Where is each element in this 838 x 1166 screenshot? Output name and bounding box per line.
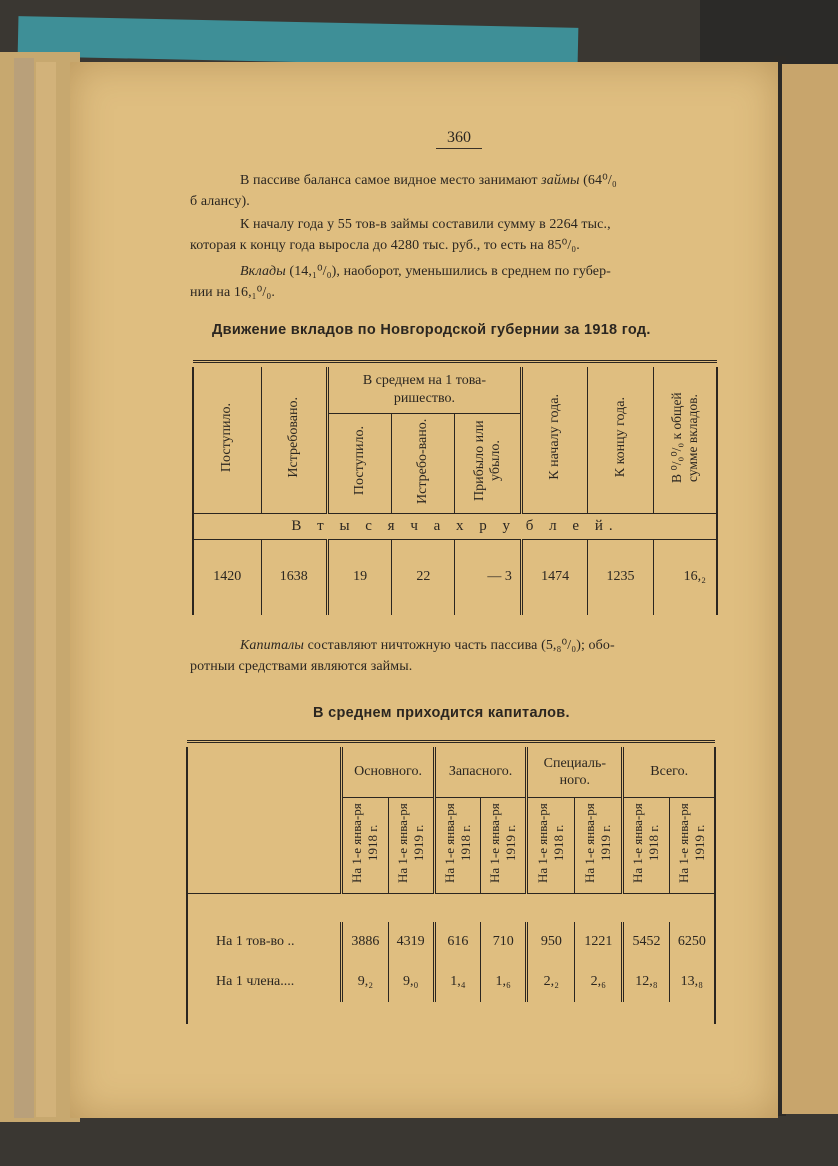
table-cell: 3886: [342, 922, 388, 962]
emphasis-text: Капиталы: [240, 638, 304, 653]
table-cell: 710: [481, 922, 527, 962]
table-cell: 1235: [588, 539, 653, 615]
table-cell: 9,₀: [388, 962, 434, 1002]
header-group-cell: В среднем на 1 това-ришество.: [327, 367, 521, 413]
units-row: В т ы с я ч а х р у б л е й.: [193, 513, 717, 539]
capital-table: [186, 740, 716, 1024]
table1-title: Движение вкладов по Новгородской губернии за 1918 год.: [212, 322, 651, 338]
header-label: Прибыло или убыло.: [471, 420, 503, 501]
header-label: На 1-е янва-ря 1919 г.: [487, 803, 519, 883]
header-cell: [527, 797, 575, 893]
paragraph-line: которая к концу года выросла до 4280 тыс. руб., то есть на 85⁰/₀.: [190, 238, 580, 253]
header-cell: [187, 747, 342, 893]
table-cell: 13,₈: [669, 962, 715, 1002]
header-label: На 1-е янва-ря 1919 г.: [394, 803, 426, 883]
header-cell: [434, 797, 480, 893]
table-cell: 6250: [669, 922, 715, 962]
table-cell: 1474: [521, 539, 587, 615]
header-group-cell: Специаль-ного.: [527, 747, 623, 797]
header-label: В ⁰/₀⁰/₀ к общей сумме вкладов.: [668, 392, 700, 484]
header-cell: [388, 797, 434, 893]
header-label: На 1-е янва-ря 1919 г.: [582, 803, 614, 883]
header-label: К началу года.: [547, 394, 563, 481]
header-label: На 1-е янва-ря 1918 г.: [441, 803, 473, 883]
header-cell: [327, 413, 391, 513]
text: (64⁰/₀: [579, 173, 617, 188]
header-cell: [481, 797, 527, 893]
header-cell: [261, 367, 327, 513]
table-cell: 12,₈: [623, 962, 669, 1002]
paragraph-line: [240, 170, 617, 191]
header-cell: [623, 797, 669, 893]
deposits-table: [192, 360, 718, 615]
row-label: На 1 члена....: [187, 962, 342, 1002]
paragraph-line: К началу года у 55 тов-в займы составили сумму в 2264 тыс.,: [240, 217, 611, 232]
table-cell: 616: [434, 922, 480, 962]
header-group-cell: Всего.: [623, 747, 715, 797]
table-cell: 19: [327, 539, 391, 615]
header-cell: [521, 367, 587, 513]
text: В пассиве баланса самое видное место занимают: [240, 173, 542, 188]
header-label: На 1-е янва-ря 1918 г.: [535, 803, 567, 883]
table-cell: 1,₄: [434, 962, 480, 1002]
text: (14,₁⁰/₀), наоборот, уменьшились в среднем по губер-: [285, 264, 611, 279]
header-label: Истребовано.: [285, 396, 301, 478]
table-cell: 2,₂: [527, 962, 575, 1002]
table-cell: 16,₂: [653, 539, 717, 615]
header-cell: [588, 367, 653, 513]
table-cell: 1420: [193, 539, 261, 615]
header-label: К концу года.: [612, 397, 628, 478]
emphasis-text: займы: [541, 173, 580, 188]
header-cell: [653, 367, 717, 513]
header-cell: [193, 367, 261, 513]
table-cell: — 3: [455, 539, 521, 615]
row-label: На 1 тов-во ..: [187, 922, 342, 962]
table-cell: 4319: [388, 922, 434, 962]
header-group-cell: Запасного.: [434, 747, 527, 797]
header-cell: [455, 413, 521, 513]
header-label: На 1-е янва-ря 1919 г.: [675, 803, 707, 883]
header-label: Поступило.: [352, 425, 368, 496]
paragraph-line: нии на 16,₁⁰/₀.: [190, 285, 275, 300]
table-cell: 1,₆: [481, 962, 527, 1002]
page-stack-strip: [36, 62, 56, 1117]
table-spacer: [187, 1002, 715, 1024]
table-cell: 5452: [623, 922, 669, 962]
text: составляют ничтожную часть пассива (5,₈⁰/₀); обо-: [303, 638, 615, 653]
book-cover-edge: [18, 16, 579, 68]
header-label: Истребо-вано.: [415, 417, 431, 504]
table-cell: 22: [392, 539, 455, 615]
paragraph-line: б алансу).: [190, 194, 250, 209]
page-stack-strip: [14, 58, 34, 1118]
facing-page-edge: [782, 64, 838, 1114]
table-cell: 9,₂: [342, 962, 388, 1002]
header-cell: [342, 797, 388, 893]
table-spacer: [187, 893, 715, 922]
table2-title: В среднем приходится капиталов.: [313, 705, 570, 721]
table-cell: 2,₆: [575, 962, 623, 1002]
header-cell: [392, 413, 455, 513]
emphasis-text: Вклады: [240, 264, 286, 279]
table-cell: 950: [527, 922, 575, 962]
header-label: Поступило.: [219, 402, 235, 472]
page-number: 360: [436, 129, 482, 149]
paragraph-line: [240, 635, 615, 656]
header-cell: [669, 797, 715, 893]
background-dark: [700, 0, 838, 66]
header-label: На 1-е янва-ря 1918 г.: [349, 803, 381, 883]
table-cell: 1221: [575, 922, 623, 962]
header-cell: [575, 797, 623, 893]
table-cell: 1638: [261, 539, 327, 615]
paragraph-line: ротныи средствами являются займы.: [190, 659, 413, 674]
header-group-cell: Основного.: [342, 747, 435, 797]
paragraph-line: [240, 261, 611, 282]
header-label: На 1-е янва-ря 1918 г.: [630, 803, 662, 883]
